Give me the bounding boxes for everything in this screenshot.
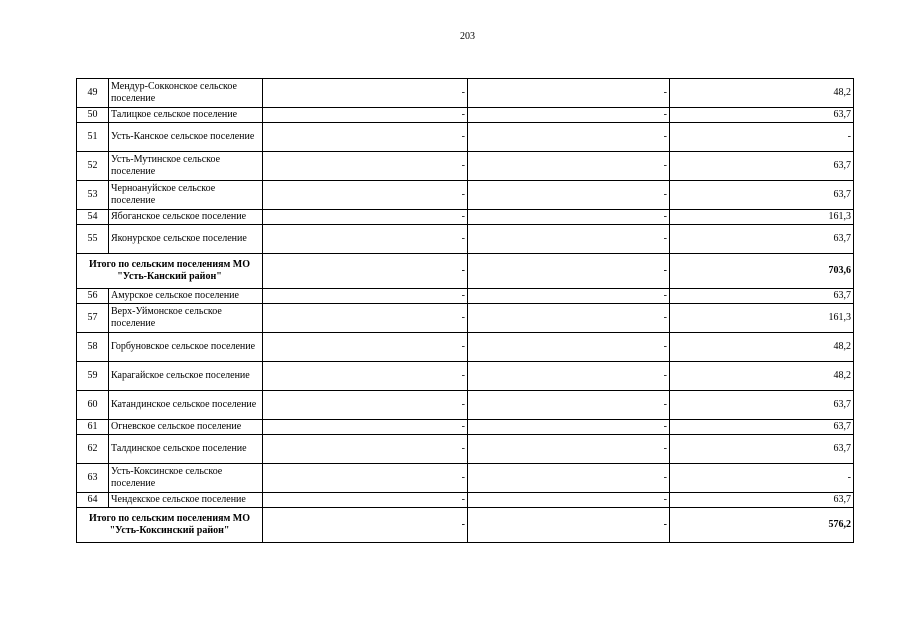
col-2-value: - <box>468 391 670 420</box>
settlement-name: Амурское сельское поселение <box>109 289 263 304</box>
settlement-name: Чендекское сельское поселение <box>109 493 263 508</box>
col-3-value: 161,3 <box>670 304 854 333</box>
col-1-value: - <box>263 304 468 333</box>
settlement-name: Огневское сельское поселение <box>109 420 263 435</box>
col-1-value: - <box>263 108 468 123</box>
col-1-value: - <box>263 362 468 391</box>
col-1-value: - <box>263 420 468 435</box>
col-3-value: 63,7 <box>670 435 854 464</box>
row-number: 57 <box>77 304 109 333</box>
col-2-value: - <box>468 289 670 304</box>
settlement-name: Черноануйское сельское поселение <box>109 181 263 210</box>
total-col-2-value: - <box>468 508 670 543</box>
table-row <box>77 152 854 181</box>
settlement-name: Верх-Уймонское сельское поселение <box>109 304 263 333</box>
table-row <box>77 210 854 225</box>
row-number: 50 <box>77 108 109 123</box>
table-row <box>77 289 854 304</box>
table-row <box>77 225 854 254</box>
col-1-value: - <box>263 210 468 225</box>
col-1-value: - <box>263 464 468 493</box>
col-2-value: - <box>468 362 670 391</box>
col-1-value: - <box>263 391 468 420</box>
col-1-value: - <box>263 225 468 254</box>
col-2-value: - <box>468 464 670 493</box>
total-label: Итого по сельским поселениям МО "Усть-Коксинский район" <box>77 508 263 543</box>
total-col-1-value: - <box>263 254 468 289</box>
col-2-value: - <box>468 225 670 254</box>
total-col-2-value: - <box>468 254 670 289</box>
table-row <box>77 464 854 493</box>
col-3-value: - <box>670 464 854 493</box>
row-number: 53 <box>77 181 109 210</box>
col-1-value: - <box>263 289 468 304</box>
col-3-value: 48,2 <box>670 333 854 362</box>
table-row <box>77 108 854 123</box>
row-number: 56 <box>77 289 109 304</box>
col-2-value: - <box>468 210 670 225</box>
col-3-value: 63,7 <box>670 289 854 304</box>
total-label: Итого по сельским поселениям МО "Усть-Канский район" <box>77 254 263 289</box>
col-1-value: - <box>263 333 468 362</box>
table-row <box>77 493 854 508</box>
col-2-value: - <box>468 79 670 108</box>
col-3-value: 63,7 <box>670 181 854 210</box>
col-2-value: - <box>468 108 670 123</box>
col-2-value: - <box>468 304 670 333</box>
settlement-name: Усть-Канское сельское поселение <box>109 123 263 152</box>
settlement-name: Ябоганское сельское поселение <box>109 210 263 225</box>
col-1-value: - <box>263 123 468 152</box>
row-number: 63 <box>77 464 109 493</box>
row-number: 59 <box>77 362 109 391</box>
col-2-value: - <box>468 123 670 152</box>
col-1-value: - <box>263 181 468 210</box>
row-number: 58 <box>77 333 109 362</box>
col-1-value: - <box>263 493 468 508</box>
table-row <box>77 420 854 435</box>
total-row <box>77 254 854 289</box>
col-3-value: - <box>670 123 854 152</box>
row-number: 61 <box>77 420 109 435</box>
table-row <box>77 333 854 362</box>
total-col-3-value: 703,6 <box>670 254 854 289</box>
col-3-value: 63,7 <box>670 493 854 508</box>
col-3-value: 63,7 <box>670 225 854 254</box>
table-row <box>77 304 854 333</box>
col-3-value: 63,7 <box>670 391 854 420</box>
row-number: 52 <box>77 152 109 181</box>
table-row <box>77 123 854 152</box>
row-number: 62 <box>77 435 109 464</box>
col-2-value: - <box>468 152 670 181</box>
col-3-value: 63,7 <box>670 152 854 181</box>
settlement-name: Талицкое сельское поселение <box>109 108 263 123</box>
total-col-3-value: 576,2 <box>670 508 854 543</box>
col-2-value: - <box>468 181 670 210</box>
settlement-name: Горбуновское сельское поселение <box>109 333 263 362</box>
table-row <box>77 181 854 210</box>
col-2-value: - <box>468 420 670 435</box>
col-2-value: - <box>468 435 670 464</box>
settlement-name: Катандинское сельское поселение <box>109 391 263 420</box>
settlement-name: Яконурское сельское поселение <box>109 225 263 254</box>
settlement-name: Карагайское сельское поселение <box>109 362 263 391</box>
col-3-value: 161,3 <box>670 210 854 225</box>
col-3-value: 63,7 <box>670 108 854 123</box>
col-3-value: 48,2 <box>670 79 854 108</box>
row-number: 54 <box>77 210 109 225</box>
table-row <box>77 435 854 464</box>
col-3-value: 48,2 <box>670 362 854 391</box>
row-number: 60 <box>77 391 109 420</box>
table-row <box>77 79 854 108</box>
total-row <box>77 508 854 543</box>
settlement-name: Талдинское сельское поселение <box>109 435 263 464</box>
col-2-value: - <box>468 493 670 508</box>
settlement-name: Усть-Коксинское сельское поселение <box>109 464 263 493</box>
col-1-value: - <box>263 435 468 464</box>
table-row <box>77 391 854 420</box>
col-1-value: - <box>263 152 468 181</box>
table-row <box>77 362 854 391</box>
settlement-name: Усть-Мутинское сельское поселение <box>109 152 263 181</box>
total-col-1-value: - <box>263 508 468 543</box>
row-number: 51 <box>77 123 109 152</box>
col-1-value: - <box>263 79 468 108</box>
settlement-name: Мендур-Сокконское сельское поселение <box>109 79 263 108</box>
col-3-value: 63,7 <box>670 420 854 435</box>
data-table <box>76 78 854 543</box>
col-2-value: - <box>468 333 670 362</box>
row-number: 49 <box>77 79 109 108</box>
row-number: 55 <box>77 225 109 254</box>
page-number: 203 <box>460 31 475 42</box>
row-number: 64 <box>77 493 109 508</box>
